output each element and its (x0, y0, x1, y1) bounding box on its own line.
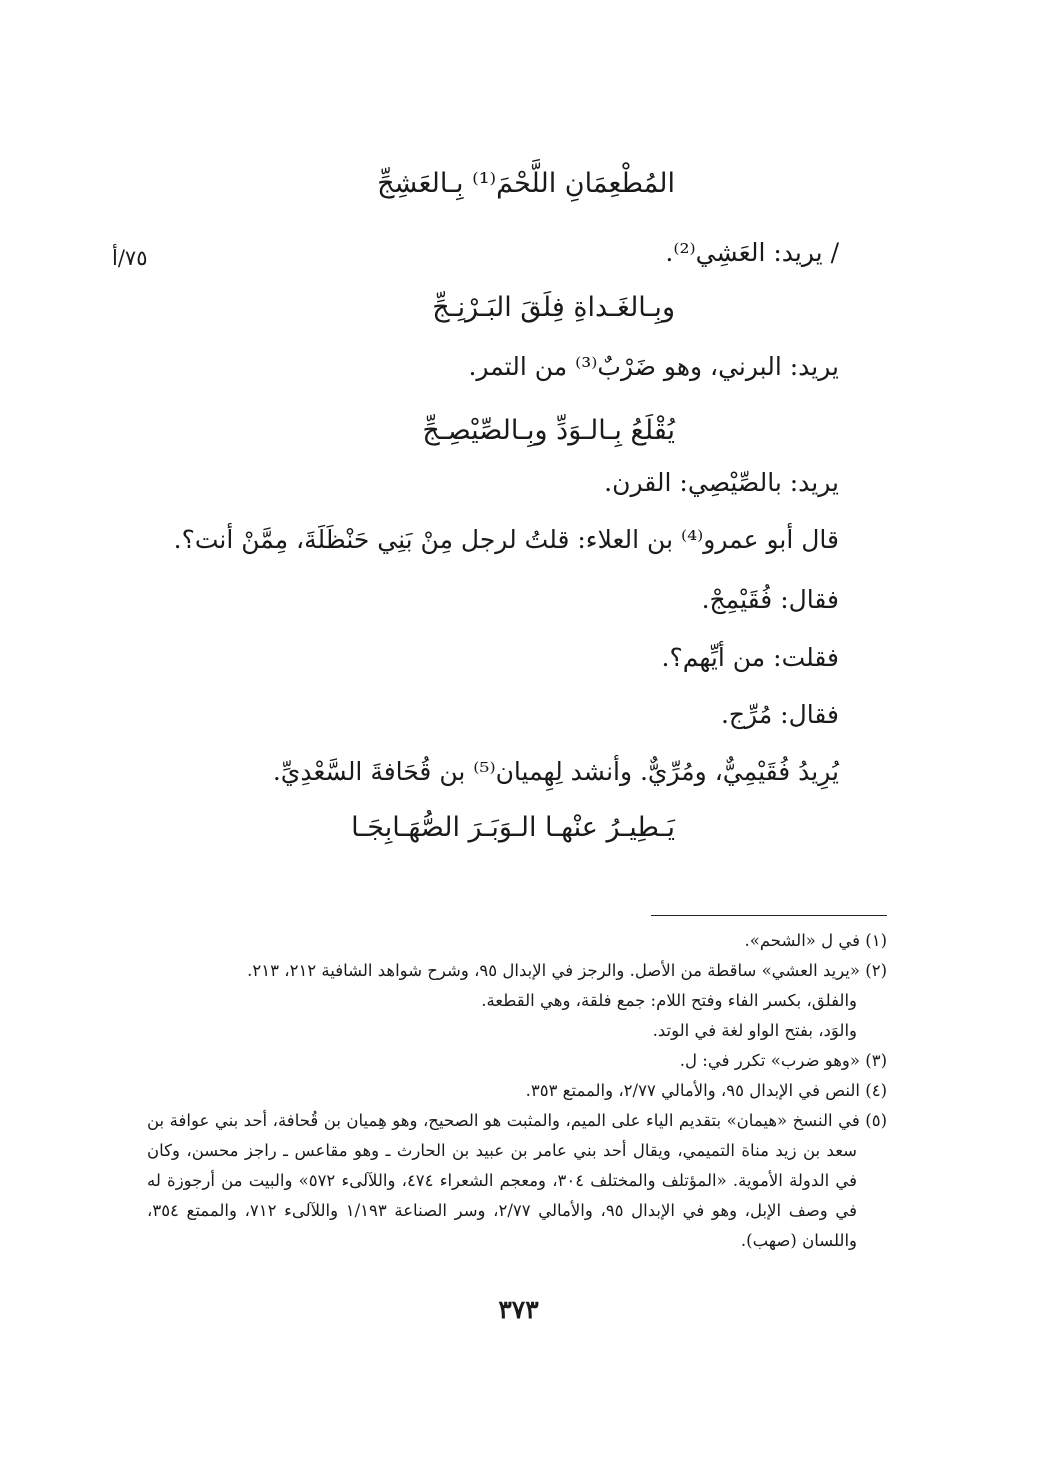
verse-line-3: يُقْلَعُ بِـالـوَدِّ وبِـالصِّيْصِـجِّ (422, 415, 675, 446)
text-line-2: يريد: البرني، وهو ضَرْبٌ⁽³⁾ من التمر. (468, 352, 839, 381)
verse-line-2: وبِـالغَـداةِ فِلَقَ البَـرْنِـجِّ (432, 292, 675, 323)
verse-line-4: يَـطِيـرُ عنْهـا الـوَبَـرَ الصُّهَـابِجَـا (351, 812, 675, 843)
text-line-8: يُرِيدُ فُقَيْمِيٌّ، ومُرِّيٌّ. وأنشد لِهِميان⁽⁵⁾ بن قُحَافةَ السَّعْدِيِّ. (272, 757, 839, 786)
text-line-5: فقال: فُقَيْمِجْ. (701, 585, 839, 614)
text-line-4: قال أبو عمرو⁽⁴⁾ بن العلاء: قلتُ لرجل مِنْ بَنِي حَنْظَلَةَ، مِمَّنْ أنت؟. (173, 525, 839, 554)
footnotes (147, 926, 887, 1256)
footnote-4: (٤) النص في الإبدال ٩٥، والأمالي ٢/٧٧، والممتع ٣٥٣. (525, 1081, 887, 1100)
footnote-2: (٢) «يريد العشي» ساقطة من الأصل. والرجز في الإبدال ٩٥، وشرح شواهد الشافية ٢١٢، ٢١٣. (247, 961, 887, 980)
text-line-3: يريد: بالصِّيْصِي: القرن. (604, 468, 839, 497)
footnote-1: (١) في ل «الشحم». (744, 931, 887, 950)
text-line-6: فقلت: من أيِّهم؟. (661, 643, 839, 672)
text-line-1: / يريد: العَشِي⁽²⁾. (665, 238, 839, 267)
margin-folio-note: ٧٥/أ (112, 246, 148, 270)
footnote-2-continuation-b: والوَد، بفتح الواو لغة في الوتد. (652, 1021, 857, 1040)
page-number: ٣٧٣ (498, 1295, 539, 1324)
footnote-2-continuation-a: والفلق، بكسر الفاء وفتح اللام: جمع فلقة، وهي القطعة. (481, 991, 857, 1010)
footnote-3: (٣) «وهو ضرب» تكرر في: ل. (679, 1051, 887, 1070)
footnote-5: (٥) في النسخ «هيمان» بتقديم الياء على الميم، والمثبت هو الصحيح، وهو هِميان بن قُحافة، أحد بني عوافة بن سعد بن زيد مناة التميمي، ويقال أحد بني عامر بن عبيد بن الحارث ـ وهو مقاعس ـ راجز محسن، وكان في الدولة الأموية. «المؤتلف والمختلف ٣٠٤، ومعجم الشعراء ٤٧٤، واللآلىء ٥٧٢» والبيت من أرجوزة له في وصف الإبل، وهو في الإبدال ٩٥، والأمالي ٢/٧٧، وسر الصناعة ١/١٩٣ واللآلىء ٧١٢، والممتع ٣٥٤، واللسان (صهب). (147, 1111, 887, 1250)
footnote-separator (651, 915, 887, 916)
verse-line-1: المُطْعِمَانِ اللَّحْمَ⁽¹⁾ بِـالعَشِجِّ (377, 168, 675, 199)
text-line-7: فقال: مُرِّج. (720, 700, 839, 729)
